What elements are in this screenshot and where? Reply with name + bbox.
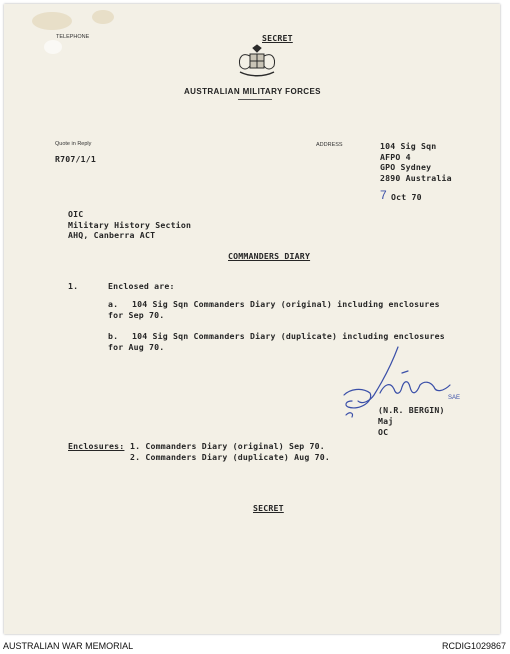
footer-source: AUSTRALIAN WAR MEMORIAL xyxy=(3,641,134,651)
recipient-line: AHQ, Canberra ACT xyxy=(68,230,156,240)
item-b-line1: 104 Sig Sqn Commanders Diary (duplicate) including enclosures xyxy=(132,331,445,341)
date-day-handwritten: 7 xyxy=(380,188,387,202)
signatory-rank: Maj xyxy=(378,416,394,426)
paper-stain xyxy=(32,12,72,30)
date-month-year: Oct 70 xyxy=(391,192,422,202)
item-b-letter: b. xyxy=(108,331,119,341)
recipient-line: OIC xyxy=(68,209,84,219)
header-rule xyxy=(238,99,272,100)
enclosures-label: Enclosures: xyxy=(68,441,125,451)
address-block xyxy=(380,141,452,183)
footer-record-id: RCDIG1029867 xyxy=(441,641,506,651)
address-line: GPO Sydney xyxy=(380,162,432,172)
quote-label: Quote in Reply xyxy=(55,141,92,147)
enclosure-item: 1. Commanders Diary (original) Sep 70. xyxy=(130,441,325,451)
address-line: 2890 Australia xyxy=(380,172,452,183)
reference-number: R707/1/1 xyxy=(55,154,97,164)
recipient-block xyxy=(68,209,191,241)
signature-annotation: SAE xyxy=(448,395,461,401)
paper-stain xyxy=(92,10,114,24)
paragraph-number: 1. xyxy=(68,281,79,291)
classification-top: SECRET xyxy=(262,33,293,43)
signatory-role: OC xyxy=(378,427,389,437)
recipient-line: Military History Section xyxy=(68,219,192,230)
coat-of-arms-icon xyxy=(234,44,280,80)
address-label: ADDRESS xyxy=(316,142,343,148)
address-line: AFPO 4 xyxy=(380,151,411,162)
paper-tear xyxy=(44,40,62,54)
item-a-line2: for Sep 70. xyxy=(108,310,165,320)
organisation-name: AUSTRALIAN MILITARY FORCES xyxy=(184,87,321,96)
item-a-letter: a. xyxy=(108,299,119,309)
signatory-name: (N.R. BERGIN) xyxy=(378,405,445,415)
item-b-line2: for Aug 70. xyxy=(108,342,165,352)
item-a-line1: 104 Sig Sqn Commanders Diary (original) including enclosures xyxy=(132,299,440,309)
enclosure-item: 2. Commanders Diary (duplicate) Aug 70. xyxy=(130,452,331,462)
address-line: 104 Sig Sqn xyxy=(380,141,437,151)
paragraph-text: Enclosed are: xyxy=(108,281,175,291)
telephone-label: TELEPHONE xyxy=(56,34,90,40)
subject-title: COMMANDERS DIARY xyxy=(228,251,311,261)
classification-bottom: SECRET xyxy=(253,503,284,513)
